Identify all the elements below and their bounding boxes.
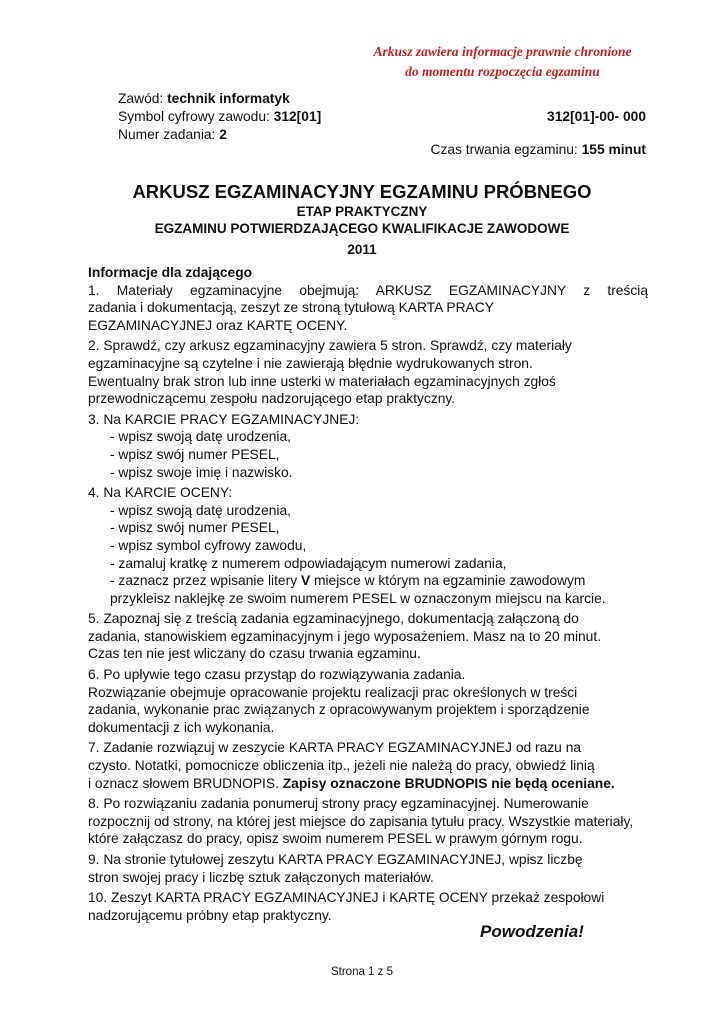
instr-2-line1: 2. Sprawdź, czy arkusz egzaminacyjny zawiera 5 stron. Sprawdź, czy materiały <box>88 338 572 354</box>
instr-1-line2: zadania i dokumentacją, zeszyt ze stroną tytułową KARTA PRACY <box>88 300 494 316</box>
instr-8-line3: które załączasz do pracy, opisz swoim numerem PESEL w prawym górnym rogu. <box>88 831 583 847</box>
closing-wish: Powodzenia! <box>480 922 584 941</box>
instr-8-line1: 8. Po rozwiązaniu zadania ponumeruj strony pracy egzaminacyjnej. Numerowanie <box>88 796 589 812</box>
instr-5-line3: Czas ten nie jest wliczany do czasu trwania egzaminu. <box>88 646 421 662</box>
instr-5-line2: zadania, stanowiskiem egzaminacyjnym i jego wyposażeniem. Masz na to 20 minut. <box>88 628 602 644</box>
instr-3-item3: - wpisz swoje imię i nazwisko. <box>110 464 293 480</box>
instr-7-line1: 7. Zadanie rozwiązuj w zeszycie KARTA PRACY EGZAMINACYJNEJ od razu na <box>88 740 582 756</box>
instr-9-line2: stron swojej pracy i liczbę sztuk załączonych materiałów. <box>88 869 434 885</box>
exam-code: 312[01]-00- 000 <box>547 109 646 124</box>
instr-4-item2: - wpisz swój numer PESEL, <box>110 520 280 536</box>
legal-notice-line2: do momentu rozpoczęcia egzaminu <box>405 64 600 79</box>
instr-2-line2: egzaminacyjne są czytelne i nie zawierają błędnie wydrukowanych stron. <box>88 355 533 371</box>
instr-4-item5-line2: przykleisz naklejkę ze swoim numerem PESEL w oznaczonym miejscu na karcie. <box>110 590 606 606</box>
instructions-heading: Informacje dla zdającego <box>88 265 253 280</box>
numer-value: 2 <box>219 127 227 142</box>
instr-9-line1: 9. Na stronie tytułowej zeszytu KARTA PRACY EGZAMINACYJNEJ, wpisz liczbę <box>88 852 583 867</box>
instr-4-item4: - zamaluj kratkę z numerem odpowiadającym numerowi zadania, <box>110 555 507 571</box>
zawod-line: Zawód: technik informatyk <box>118 91 290 106</box>
symbol-value: 312[01] <box>273 109 322 124</box>
instr-2-line4: przewodniczącemu zespołu nadzorującego etap praktyczny. <box>88 391 456 407</box>
instr-4-item5: - zaznacz przez wpisanie litery V miejsce w którym na egzaminie zawodowym <box>110 573 586 589</box>
instr-6-line4: dokumentacji z ich wykonania. <box>88 719 275 735</box>
instr-6-line1: 6. Po upływie tego czasu przystąp do rozwiązywania zadania. <box>88 667 466 683</box>
instr-1-line3: EGZAMINACYJNEJ oraz KARTĘ OCENY. <box>88 317 348 333</box>
zawod-value: technik informatyk <box>167 91 290 106</box>
exam-header-left <box>118 90 321 144</box>
instr-4-item3: - wpisz symbol cyfrowy zawodu, <box>110 537 307 553</box>
duration-value: 155 minut <box>581 142 646 157</box>
instr-3: 3. Na KARCIE PRACY EGZAMINACYJNEJ: <box>88 411 360 427</box>
legal-notice-line1: Arkusz zawiera informacje prawnie chronione <box>373 44 632 59</box>
title-sub1: ETAP PRAKTYCZNY <box>296 204 428 219</box>
exam-duration: Czas trwania egzaminu: 155 minut <box>430 142 646 157</box>
page-number: Strona 1 z 5 <box>330 966 393 978</box>
instr-5-line1: 5. Zapoznaj się z treścią zadania egzaminacyjnego, dokumentacją załączoną do <box>88 611 579 627</box>
page-title: ARKUSZ EGZAMINACYJNY EGZAMINU PRÓBNEGO <box>132 181 592 202</box>
instr-6-line2: Rozwiązanie obejmuje opracowanie projektu realizacji prac określonych w treści <box>88 684 578 700</box>
instr-8-line2: rozpocznij od strony, na której jest miejsce do zapisania tytułu pracy. Wszystkie materiały, <box>88 813 634 829</box>
title-year: 2011 <box>347 242 377 257</box>
instr-4: 4. Na KARCIE OCENY: <box>88 485 233 501</box>
symbol-line: Symbol cyfrowy zawodu: 312[01] <box>118 109 322 124</box>
title-sub2: EGZAMINU POTWIERDZAJĄCEGO KWALIFIKACJE ZAWODOWE <box>154 221 570 236</box>
instr-7-line3: i oznacz słowem BRUDNOPIS. Zapisy oznaczone BRUDNOPIS nie będą oceniane. <box>88 775 615 791</box>
instr-10-line1: 10. Zeszyt KARTA PRACY EGZAMINACYJNEJ i KARTĘ OCENY przekaż zespołowi <box>88 890 605 906</box>
instr-2-line3: Ewentualny brak stron lub inne usterki w materiałach egzaminacyjnych zgłoś <box>88 373 556 389</box>
instr-3-item2: - wpisz swój numer PESEL, <box>110 446 280 462</box>
instr-6-line3: zadania, wykonanie prac związanych z opracowywanym projektem i sporządzenie <box>88 702 590 718</box>
instr-1-line1: 1. Materiały egzaminacyjne obejmują: ARKUSZ EGZAMINACYJNY z treścią <box>88 282 648 298</box>
instructions <box>88 264 648 924</box>
instr-4-item1: - wpisz swoją datę urodzenia, <box>110 502 291 518</box>
numer-line: Numer zadania: 2 <box>118 127 227 142</box>
legal-notice <box>300 42 705 82</box>
instr-3-item1: - wpisz swoją datę urodzenia, <box>110 429 291 445</box>
instr-10-line2: nadzorującemu próbny etap praktyczny. <box>88 907 332 923</box>
instr-7-line2: czysto. Notatki, pomocnicze obliczenia itp., jeżeli nie należą do pracy, obwiedź linią <box>88 758 595 774</box>
